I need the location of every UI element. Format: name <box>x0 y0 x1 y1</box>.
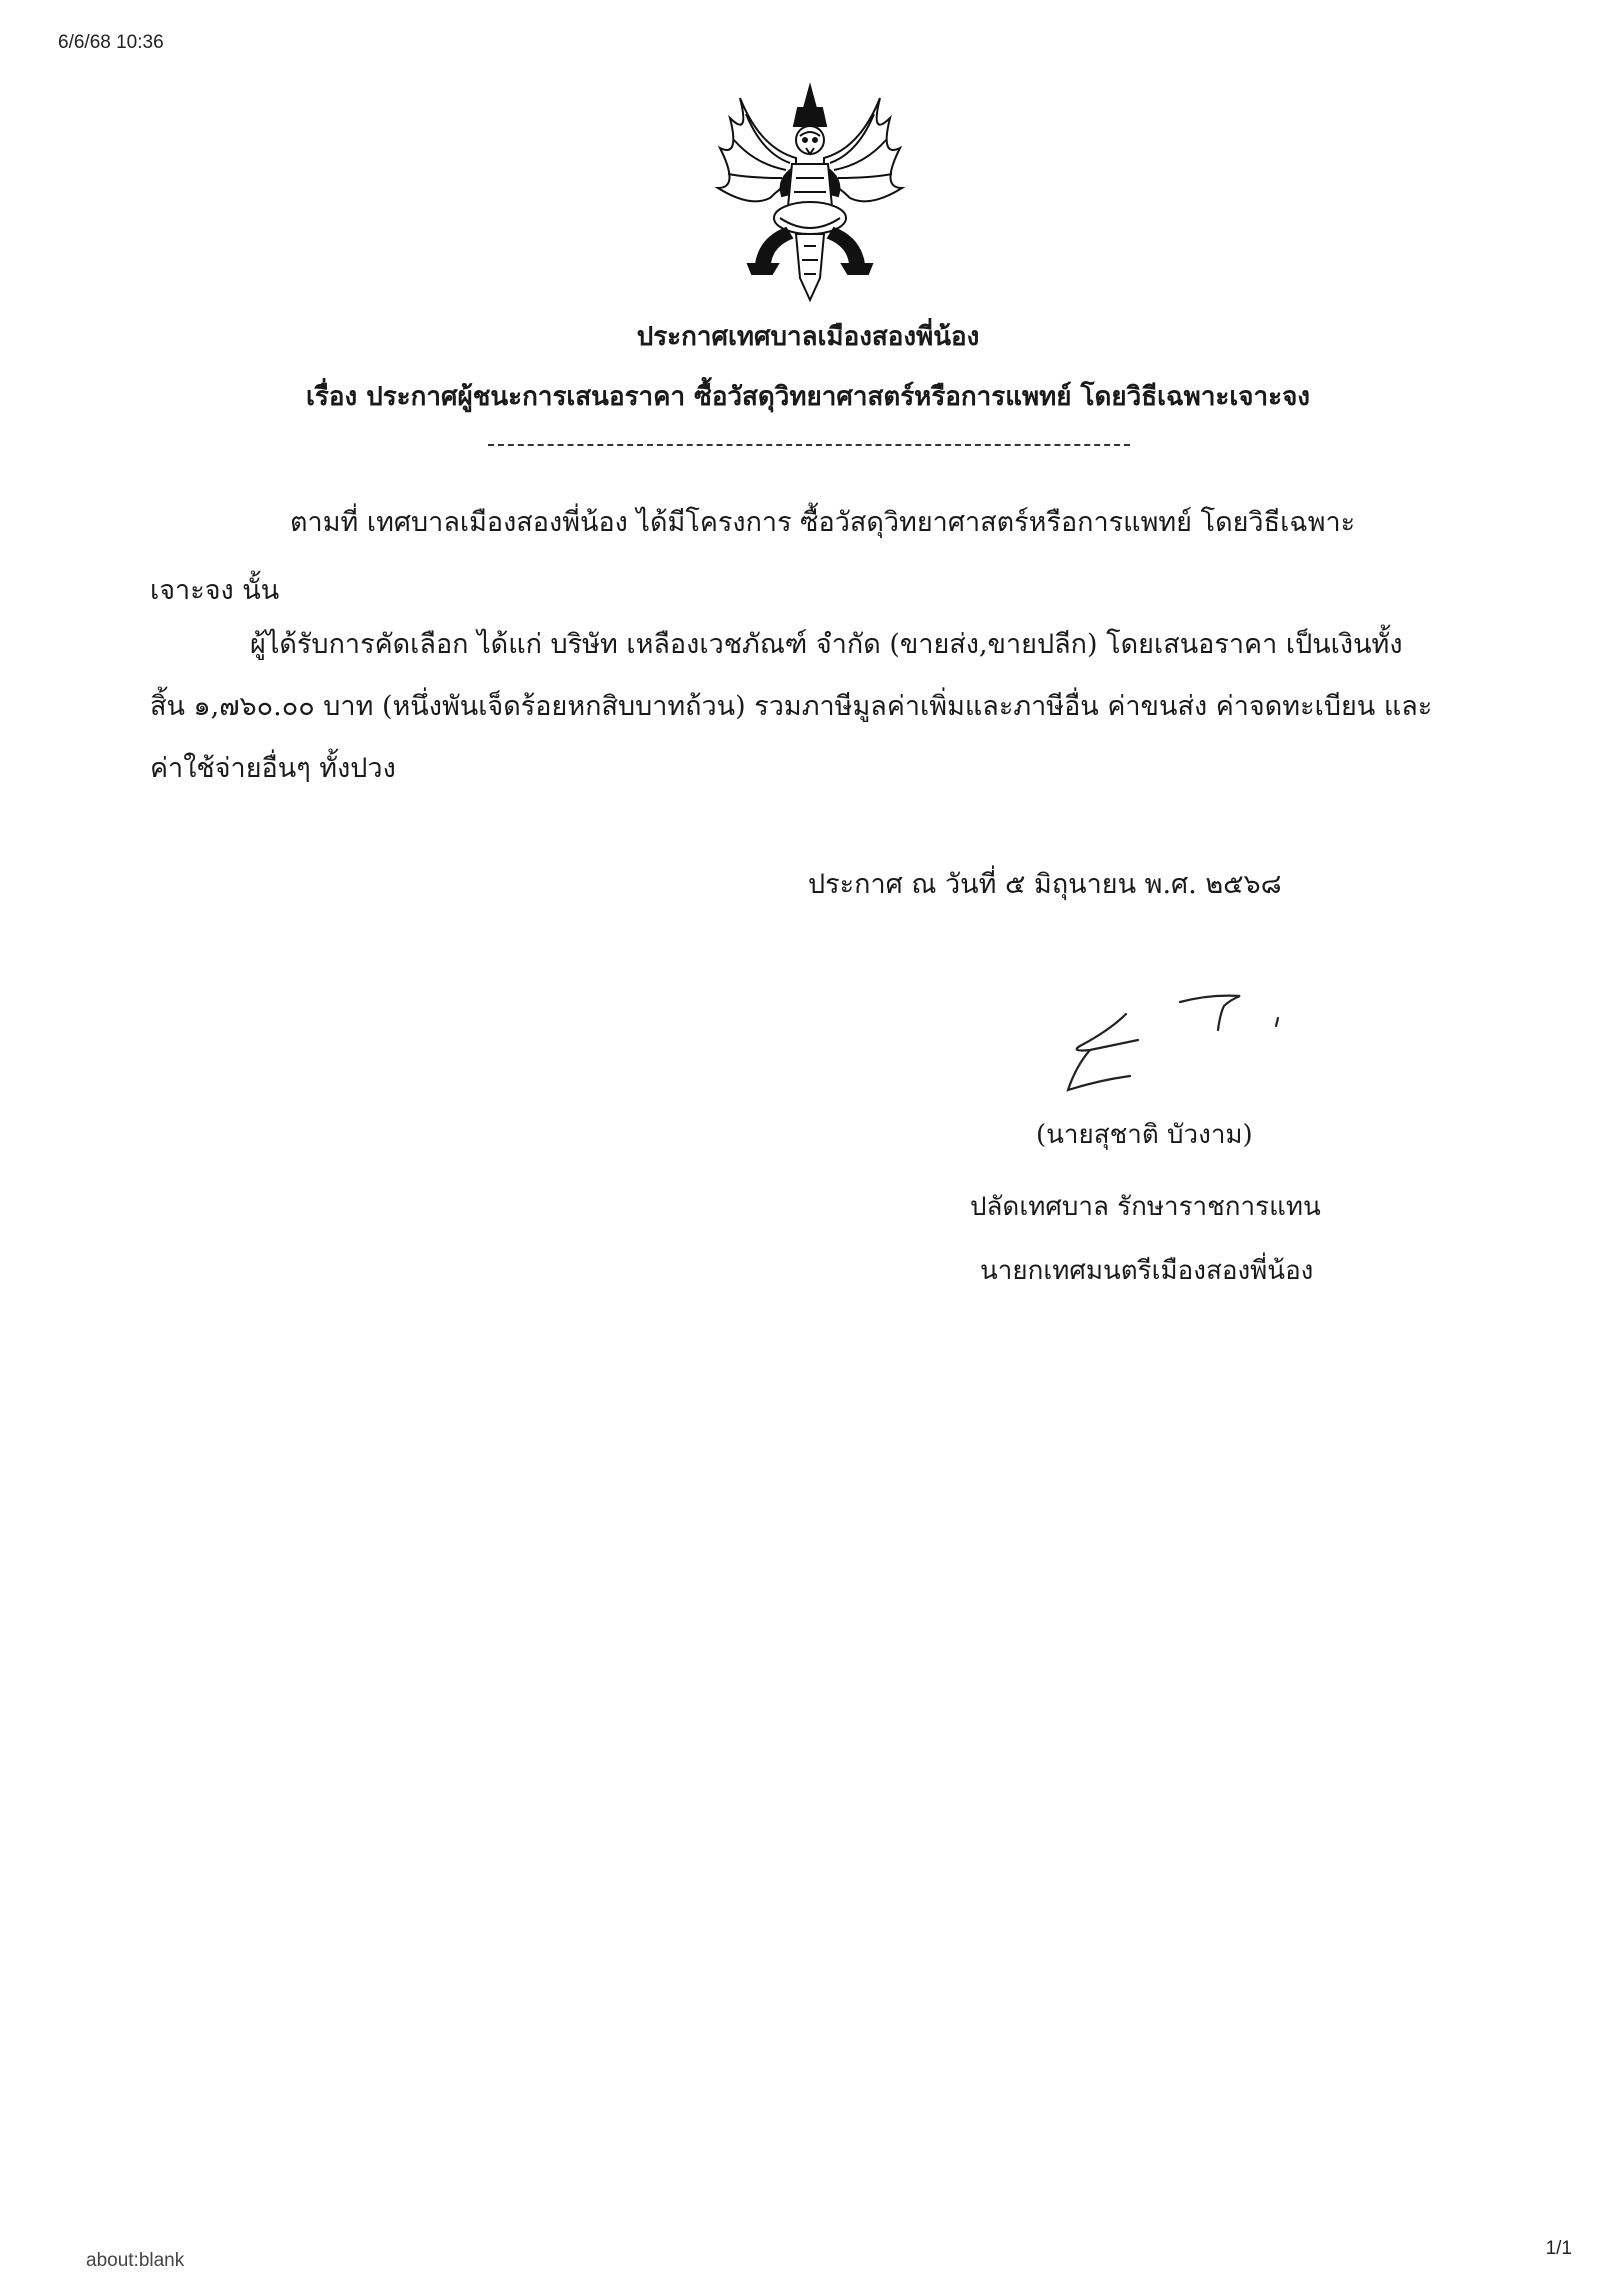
body-line: ผู้ได้รับการคัดเลือก ได้แก่ บริษัท เหลืองเวชภัณฑ์ จำกัด (ขายส่ง,ขายปลีก) โดยเสนอราคา เป็นเงินทั้ง <box>250 629 1403 660</box>
print-url: about:blank <box>86 2250 185 2271</box>
signature <box>1040 980 1300 1100</box>
divider <box>488 444 1130 446</box>
body-line: ค่าใช้จ่ายอื่นๆ ทั้งปวง <box>150 753 396 784</box>
body-line: สิ้น ๑,๗๖๐.๐๐ บาท (หนึ่งพันเจ็ดร้อยหกสิบบาทถ้วน) รวมภาษีมูลค่าเพิ่มและภาษีอื่น ค่าขนส่ง ค่าจดทะเบียน และ <box>150 691 1433 722</box>
body-line: ตามที่ เทศบาลเมืองสองพี่น้อง ได้มีโครงการ ซื้อวัสดุวิทยาศาสตร์หรือการแพทย์ โดยวิธีเฉพาะ <box>290 507 1356 538</box>
announcement-title: ประกาศเทศบาลเมืองสองพี่น้อง <box>636 322 980 352</box>
print-timestamp: 6/6/68 10:36 <box>58 32 164 53</box>
announcement-date: ประกาศ ณ วันที่ ๕ มิถุนายน พ.ศ. ๒๕๖๘ <box>808 869 1282 900</box>
body-line: เจาะจง นั้น <box>150 575 280 606</box>
signatory-name: (นายสุชาติ บัวงาม) <box>1036 1120 1253 1150</box>
announcement-subject: เรื่อง ประกาศผู้ชนะการเสนอราคา ซื้อวัสดุวิทยาศาสตร์หรือการแพทย์ โดยวิธีเฉพาะเจาะจง <box>306 382 1310 412</box>
signatory-position: นายกเทศมนตรีเมืองสองพี่น้อง <box>980 1256 1314 1286</box>
page-number: 1/1 <box>1545 2238 1572 2259</box>
signatory-position: ปลัดเทศบาล รักษาราชการแทน <box>970 1192 1321 1222</box>
garuda-emblem-icon <box>700 78 920 308</box>
